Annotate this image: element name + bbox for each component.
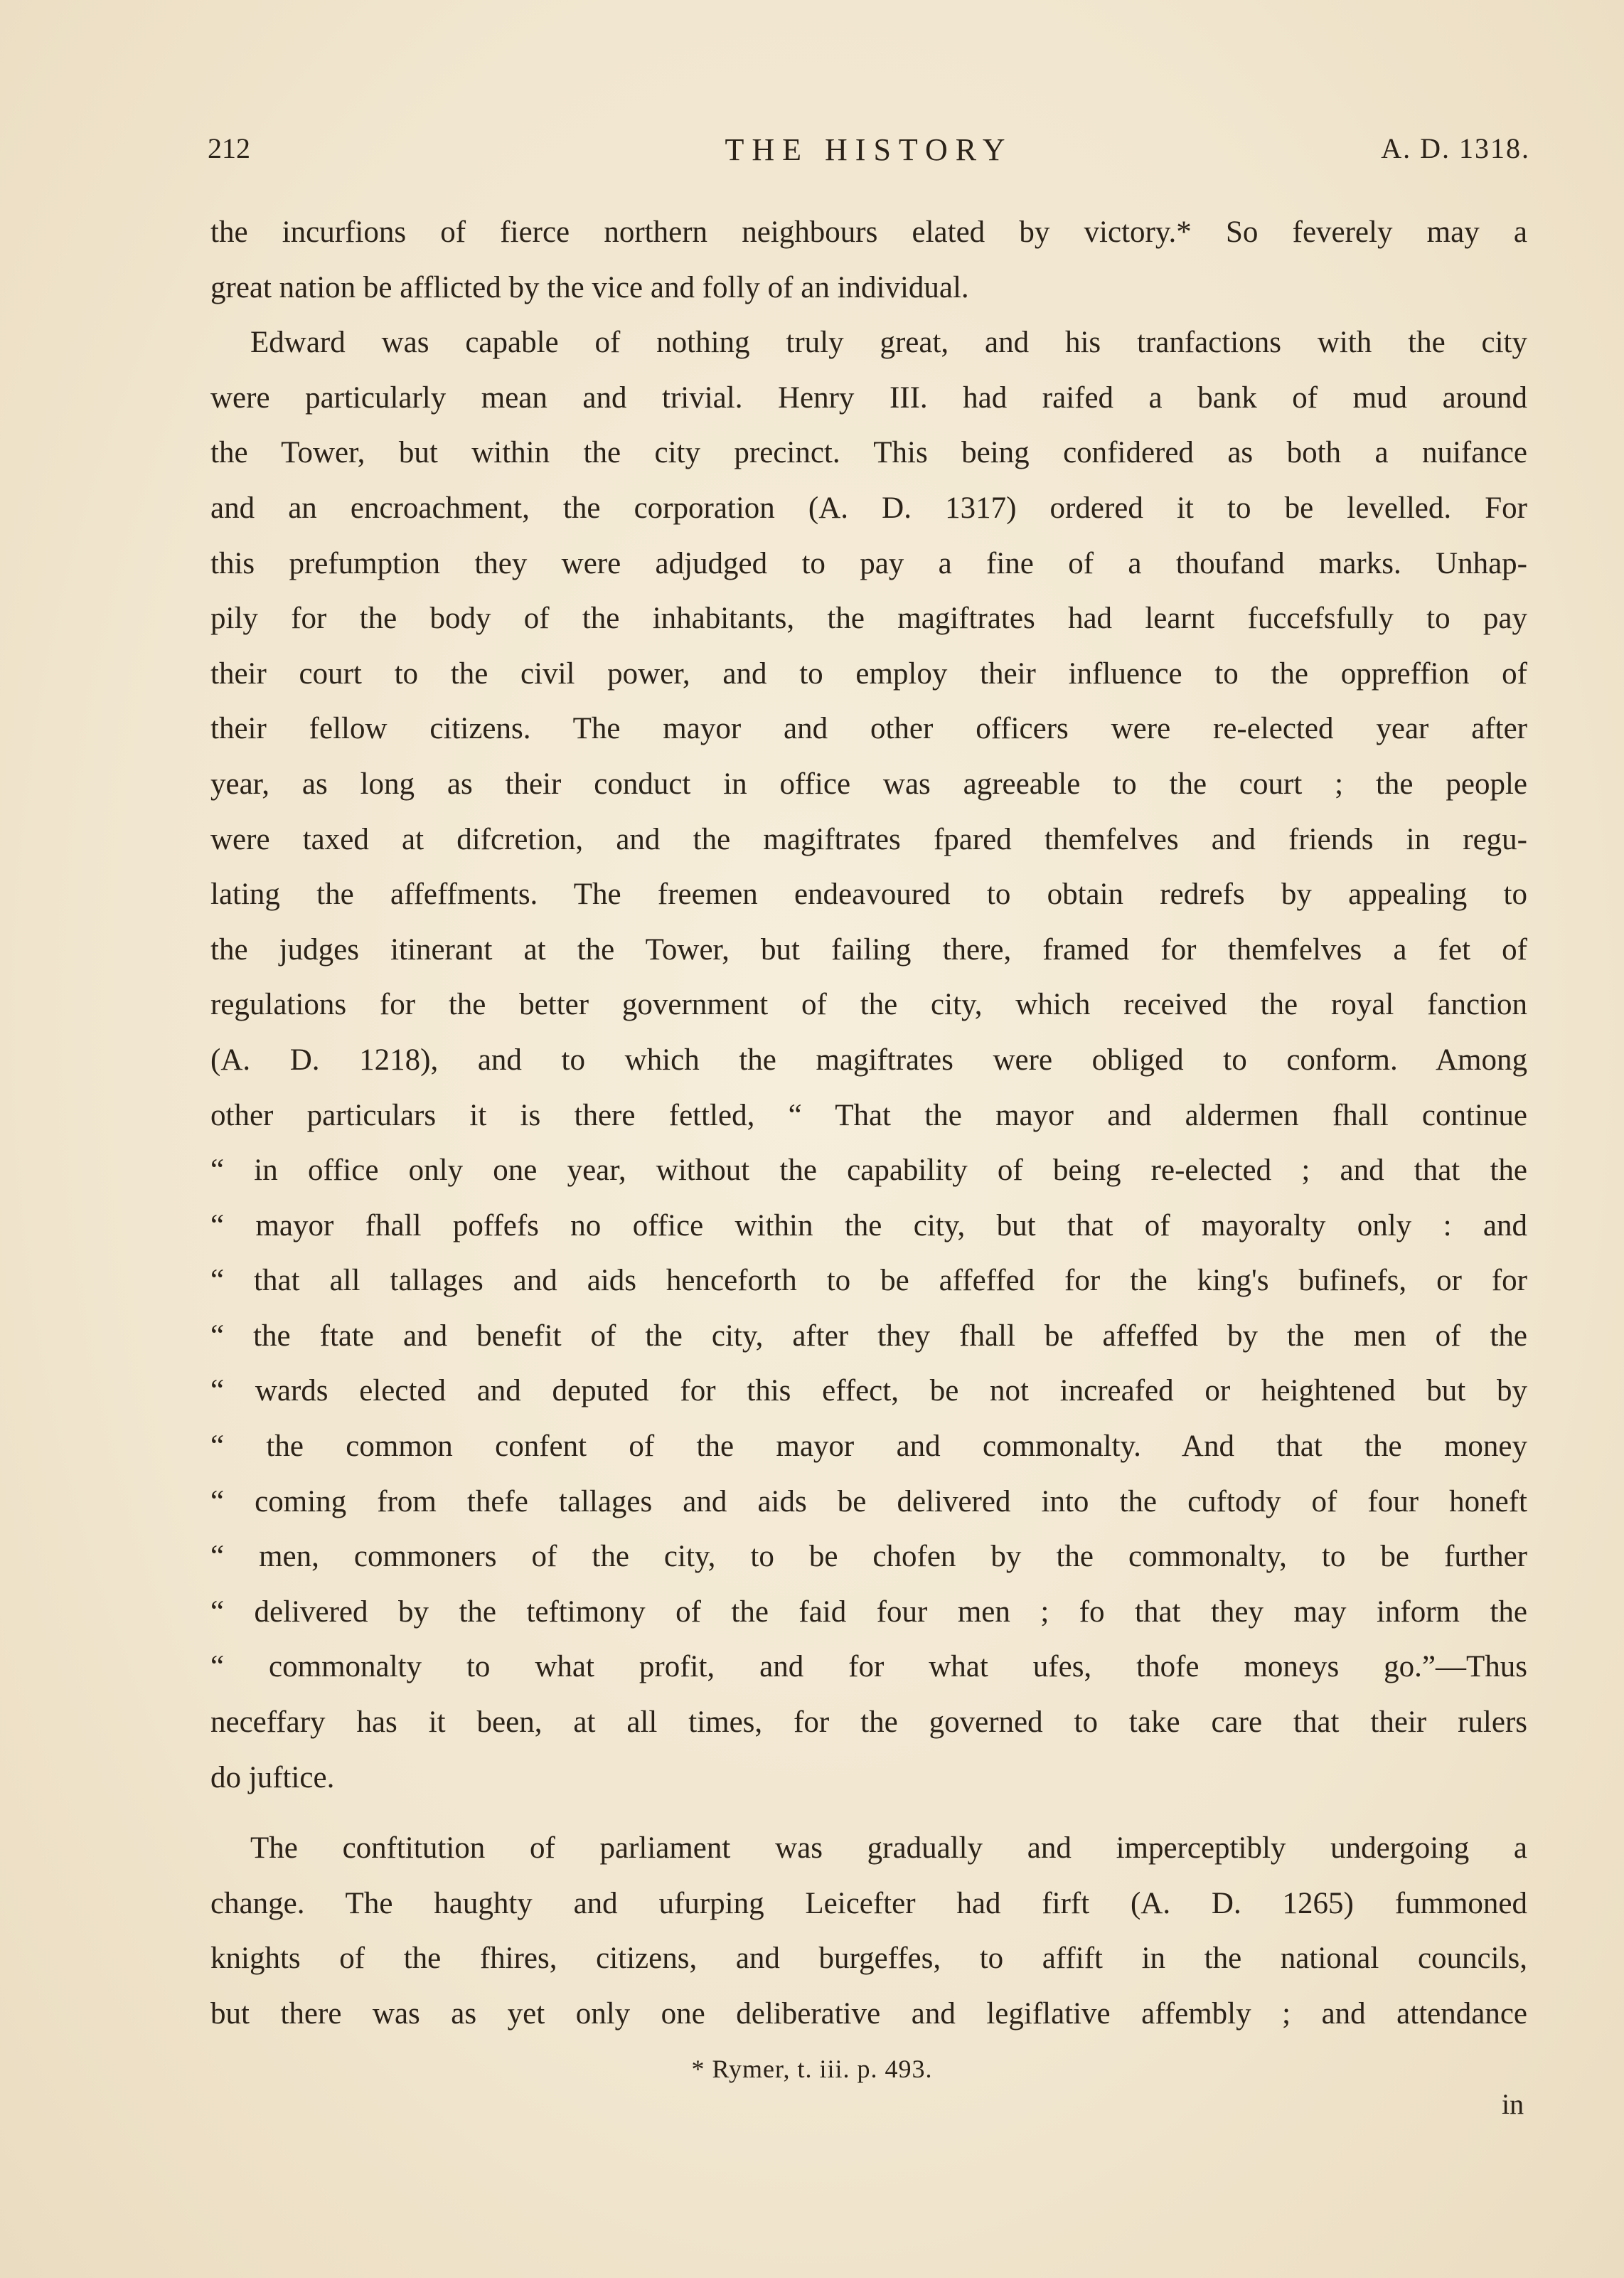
text-line: “ the ftate and benefit of the city, after they fhall be affeffed by the men of the [210,1319,1527,1353]
text-line: lating the affeffments. The freemen endeavoured to obtain redrefs by appealing to [210,878,1527,912]
text-line: The conftitution of parliament was gradually and imperceptibly undergoing a [250,1831,1527,1865]
text-line: “ wards elected and deputed for this effect, be not increafed or heightened but by [210,1374,1527,1408]
text-line: their court to the civil power, and to employ their influence to the oppreffion of [210,656,1527,691]
text-line: neceffary has it been, at all times, for the governed to take care that their rulers [210,1705,1527,1740]
text-line: “ coming from thefe tallages and aids be delivered into the cuftody of four honeft [210,1484,1527,1518]
text-line: this prefumption they were adjudged to pay a fine of a thoufand marks. Unhap- [210,546,1527,580]
text-line: year, as long as their conduct in office was agreeable to the court ; the people [210,767,1527,801]
text-line: “ in office only one year, without the capability of being re-elected ; and that the [210,1154,1527,1188]
text-line: the Tower, but within the city precinct. This being confidered as both a nuifance [210,436,1527,470]
text-line: (A. D. 1218), and to which the magiftrates were obliged to conform. Among [210,1043,1527,1077]
text-line: their fellow citizens. The mayor and other officers were re-elected year after [210,712,1527,746]
text-line: “ commonalty to what profit, and for what ufes, thofe moneys go.”—Thus [210,1650,1527,1684]
text-line: do juftice. [210,1760,335,1794]
text-line: change. The haughty and ufurping Leicefter had firft (A. D. 1265) fummoned [210,1886,1527,1920]
running-title: THE HISTORY [725,132,1013,167]
text-line: the judges itinerant at the Tower, but failing there, framed for themfelves a fet of [210,932,1527,967]
text-line: but there was as yet only one deliberative and legiflative affembly ; and attendance [210,1997,1527,2030]
text-line: “ delivered by the teftimony of the faid four men ; fo that they may inform the [210,1595,1527,1629]
body-text [210,205,1527,2042]
text-line: and an encroachment, the corporation (A. D. 1317) ordered it to be levelled. For [210,491,1527,525]
catchword: in [1502,2088,1524,2120]
text-line: were taxed at difcretion, and the magiftrates fpared themfelves and friends in regu- [210,822,1527,856]
text-line: the incurfions of fierce northern neighbours elated by victory.* So feverely may a [210,215,1527,249]
text-line: knights of the fhires, citizens, and burgeffes, to affift in the national councils, [210,1942,1527,1976]
text-line: “ that all tallages and aids henceforth to be affeffed for the king's bufinefs, or for [210,1264,1527,1298]
footnote: * Rymer, t. iii. p. 493. [691,2055,933,2083]
text-line: other particulars it is there fettled, “ That the mayor and aldermen fhall continue [210,1098,1527,1132]
text-line: “ mayor fhall poffefs no office within the city, but that of mayoralty only : and [210,1208,1527,1242]
paragraph-gap [210,1805,1527,1821]
page-number: 212 [208,132,250,164]
text-line: “ men, commoners of the city, to be chofen by the commonalty, to be further [210,1540,1527,1574]
header-date: A. D. 1318. [1381,132,1530,164]
text-line: Edward was capable of nothing truly great, and his tranfactions with the city [250,326,1527,360]
text-line: were particularly mean and trivial. Henry III. had raifed a bank of mud around [210,380,1527,415]
text-line: “ the common confent of the mayor and commonalty. And that the money [210,1430,1527,1464]
text-line: pily for the body of the inhabitants, the magiftrates had learnt fuccefsfully to pay [210,602,1527,636]
text-line: great nation be afflicted by the vice and folly of an individual. [210,270,969,304]
page-header [208,132,1530,174]
text-line: regulations for the better government of the city, which received the royal fanction [210,988,1527,1022]
